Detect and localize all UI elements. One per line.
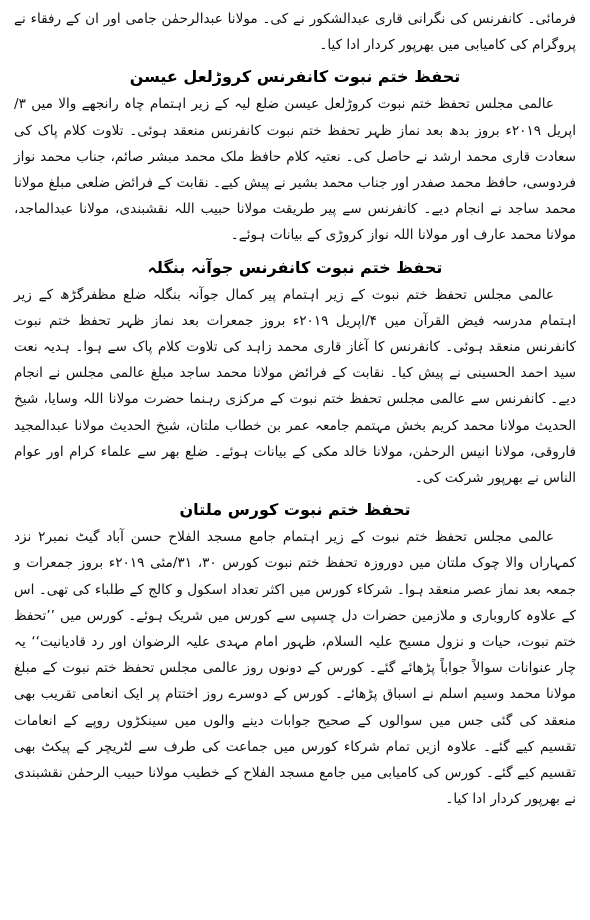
section-body-karor: عالمی مجلس تحفظ ختم نبوت کروڑلعل عیسن ضلع لیہ کے زیر اہتمام چاہ رانجھے والا میں ۳/اپریل ۲۰۱۹ء بروز بدھ بعد نماز ظہر تحفظ ختم نبوت کانفرنس منعقد ہوئی۔ تلاوت کلام پاک کی سعادت قاری محمد ارشد نے حاصل کی۔ نعتیہ کلام حافظ ملک محمد مبشر صائم، جناب محمد نواز فردوسی، حافظ محمد صفدر اور جناب محمد بشیر نے پیش کیے۔ نقابت کے فرائض ضلعی مبلغ مولانا محمد ساجد نے انجام دیے۔ کانفرنس سے پیر طریقت مولانا حبیب اللہ نقشبندی، مولانا عبدالماجد، مولانا محمد عارف اور مولانا اللہ نواز کروڑی کے بیانات ہوئے۔ (14, 96, 576, 244)
section-body-multan-course: عالمی مجلس تحفظ ختم نبوت کے زیر اہتمام جامع مسجد الفلاح حسن آباد گیٹ نمبر۲ نزد کمہاراں والا چوک ملتان میں دوروزہ تحفظ ختم نبوت کورس ۳۰، ۳۱/مئی ۲۰۱۹ء بروز جمعرات و جمعہ بعد نماز عصر منعقد ہوا۔ شرکاء کورس میں اکثر تعداد اسکول و کالج کے طلباء کی تھی۔ اس کے علاوہ کاروباری و ملازمین حضرات دل چسپی سے کورس میں شریک ہوئے۔ کورس میں ’’تحفظ ختم نبوت، حیات و نزول مسیح علیہ السلام، ظہور امام مہدی علیہ الرضوان اور رد قادیانیت‘‘ یہ چار عنوانات سوالاً جواباً پڑھائے گئے۔ کورس کے دونوں روز عالمی مجلس تحفظ ختم نبوت کے مبلغ مولانا محمد وسیم اسلم نے اسباق پڑھائے۔ کورس کے دوسرے روز اختتام پر ایک انعامی تقریب بھی منعقد کی گئی جس میں سوالوں کے صحیح جوابات دینے والوں میں سینکڑوں روپے کے انعامات تقسیم کیے گئے۔ علاوہ ازیں تمام شرکاء کورس میں جماعت کی طرف سے لٹریچر کے پیکٹ بھی تقسیم کیے گئے۔ کورس کی کامیابی میں جامع مسجد الفلاح کے خطیب مولانا حبیب الرحمٰن نقشبندی نے بھرپور کردار ادا کیا۔ (14, 529, 576, 808)
section-heading-karor: تحفظ ختم نبوت کانفرنس کروڑلعل عیسن (129, 67, 461, 87)
section-heading-multan-course: تحفظ ختم نبوت کورس ملتان (179, 500, 411, 520)
section-heading-joana-bangla: تحفظ ختم نبوت کانفرنس جوآنہ بنگلہ (147, 257, 443, 277)
intro-paragraph: فرمائی۔ کانفرنس کی نگرانی قاری عبدالشکور نے کی۔ مولانا عبدالرحمٰن جامی اور ان کے رفقاء نے پروگرام کی کامیابی میں بھرپور کردار ادا کیا۔ (14, 11, 576, 54)
section-body-joana-bangla: عالمی مجلس تحفظ ختم نبوت کے زیر اہتمام پیر کمال جوآنہ بنگلہ ضلع مظفرگڑھ کے زیر اہتمام مدرسہ فیض القرآن میں ۴/اپریل ۲۰۱۹ء بروز جمعرات بعد نماز ظہر تحفظ ختم نبوت کانفرنس منعقد ہوئی۔ کانفرنس کا آغاز قاری محمد زاہد کی تلاوت کلام پاک سے ہوا۔ ہدیہ نعت سید احمد الحسینی نے پیش کیا۔ نقابت کے فرائض مولانا محمد ساجد مبلغ عالمی مجلس نے انجام دیے۔ کانفرنس سے عالمی مجلس تحفظ ختم نبوت کے مرکزی رہنما حضرت مولانا اللہ وسایا، شیخ الحدیث مولانا محمد کریم بخش مہتمم جامعہ عمر بن خطاب ملتان، شیخ الحدیث مولانا عبدالمجید فاروقی، مولانا انیس الرحمٰن، مولانا خالد مکی کے بیانات ہوئے۔ ضلع بھر سے علماء کرام اور عوام الناس نے بھرپور شرکت کی۔ (14, 286, 576, 487)
